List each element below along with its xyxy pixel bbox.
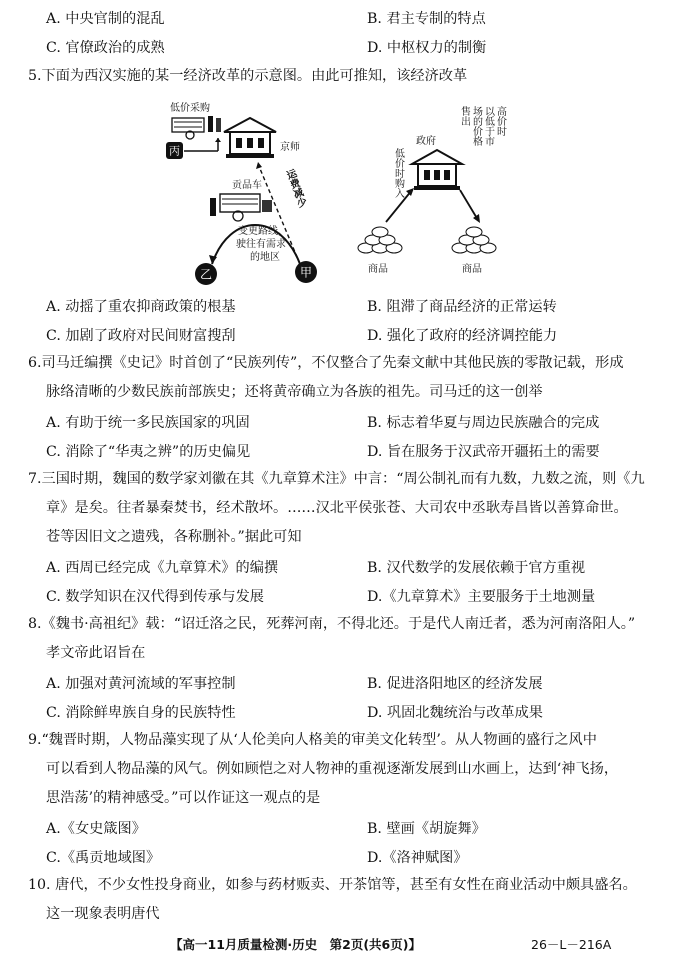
q5-option-b: B. 阻滞了商品经济的正常运转 [367, 299, 557, 315]
q4-option-b: B. 君主专制的特点 [367, 11, 486, 27]
bing-badge [166, 142, 183, 159]
q6-stem [28, 349, 656, 407]
q10-line2: 这一现象表明唐代 [46, 906, 160, 922]
q9-line1: 9.“魏晋时期，人物品藻实现了从‘人伦美向人格美的审美文化转型’。从人物画的盛行之风中 [28, 732, 597, 748]
yi-label: 乙 [199, 267, 213, 282]
q7-option-c: C. 数学知识在汉代得到传承与发展 [46, 589, 264, 605]
q6-option-d: D. 旨在服务于汉武帝开疆拓土的需要 [367, 444, 600, 460]
less-cost-label: 运费减少 [282, 168, 307, 210]
q6-option-a: A. 有助于统一多民族国家的巩固 [46, 415, 250, 431]
q8-option-b: B. 促进洛阳地区的经济发展 [367, 676, 543, 692]
capital-building-icon [224, 118, 276, 158]
q6-line1: 6.司马迁编撰《史记》时首创了“民族列传”，不仅整合了先秦文献中其他民族的零散记载，形成 [28, 355, 624, 371]
sell-high-col2: 以低于市 [482, 106, 494, 146]
q6-option-c: C. 消除了“华夷之辨”的历史偏见 [46, 444, 251, 460]
q7-option-a: A. 西周已经完成《九章算术》的编撰 [46, 560, 279, 576]
bing-label: 丙 [169, 144, 180, 158]
q8-option-d: D. 巩固北魏统治与改革成果 [367, 705, 543, 721]
q9-option-c: C.《禹贡地域图》 [46, 850, 161, 866]
q10-line1: 10. 唐代，不少女性投身商业，如参与药材贩卖、开茶馆等，甚至有女性在商业活动中颇具盛名。 [28, 877, 637, 893]
capital-label: 京师 [280, 142, 300, 153]
sell-high-col4: 售出 [458, 106, 470, 126]
q7-line1: 7.三国时期，魏国的数学家刘徽在其《九章算术注》中言：“周公制礼而有九数，九数之流，则《九 [28, 471, 645, 487]
cart-illustration-top [172, 116, 221, 139]
q7-line2: 章》是矣。往者暴秦焚书，经术散坏。……汉北平侯张苍、大司农中丞耿寿昌皆以善算命世。 [46, 500, 628, 516]
q5-option-a: A. 动摇了重农抑商政策的根基 [46, 299, 236, 315]
q8-line2: 孝文帝此诏旨在 [46, 645, 146, 661]
buy-low-vertical: 低价时购入 [392, 148, 404, 198]
q7-option-d: D.《九章算术》主要服务于土地测量 [367, 589, 596, 605]
q8-line1: 8.《魏书·高祖纪》载：“诏迁洛之民，死葬河南，不得北还。于是代人南迁者，悉为河南洛阳人。” [28, 616, 636, 632]
sell-high-col1: 高价时 [494, 106, 506, 136]
q9-stem [28, 726, 656, 813]
goods-pile-left [358, 227, 402, 253]
jia-label: 甲 [299, 265, 313, 280]
sell-region-label: 的地区 [250, 252, 280, 263]
q10-stem [28, 871, 656, 929]
q7-stem [28, 465, 656, 552]
footer-title: 【高一11月质量检测·历史 第2页(共6页)】 [170, 937, 421, 952]
q7-option-b: B. 汉代数学的发展依赖于官方重视 [367, 560, 586, 576]
q8-option-a: A. 加强对黄河流域的军事控制 [46, 676, 236, 692]
q9-option-b: B. 壁画《胡旋舞》 [367, 821, 486, 837]
q9-option-d: D.《洛神赋图》 [367, 850, 468, 866]
q4-option-c: C. 官僚政治的成熟 [46, 40, 165, 56]
gov-label: 政府 [416, 136, 436, 147]
q8-option-c: C. 消除鲜卑族自身的民族特性 [46, 705, 236, 721]
yi-badge [195, 263, 217, 285]
goods-pile-right [452, 227, 496, 253]
q5-option-d: D. 强化了政府的经济调控能力 [367, 328, 558, 344]
goods-right-label: 商品 [462, 264, 482, 275]
q4-option-a: A. 中央官制的混乱 [46, 11, 165, 27]
q8-stem [28, 610, 656, 668]
q7-line3: 苍等因旧文之遗残，各称删补。”据此可知 [46, 529, 302, 545]
sell-high-col3: 场的价格 [470, 106, 482, 146]
tribute-cart-label: 贡品车 [232, 180, 262, 191]
q9-option-a: A.《女史箴图》 [46, 821, 146, 837]
jia-badge [295, 261, 317, 283]
q4-option-d: D. 中枢权力的制衡 [367, 40, 487, 56]
arrow-sell-out [460, 190, 478, 220]
page-footer [0, 935, 677, 957]
q9-line2: 可以看到人物品藻的风气。例如顾恺之对人物神的重视逐渐发展到山水画上，达到‘神飞扬， [46, 761, 619, 777]
government-building-icon [412, 150, 462, 190]
change-route-label: 变更路线， [238, 226, 288, 237]
tribute-cart-illustration [210, 194, 272, 221]
goods-left-label: 商品 [368, 264, 388, 275]
q6-option-b: B. 标志着华夏与周边民族融合的完成 [367, 415, 600, 431]
q5-option-c: C. 加剧了政府对民间财富搜刮 [46, 328, 236, 344]
q9-line3: 思浩荡’的精神感受。”可以作证这一观点的是 [46, 790, 321, 806]
fig-buy-low-label: 低价采购 [170, 103, 210, 114]
q5-reform-diagram [160, 102, 510, 288]
q5-diagram-svg [160, 102, 510, 288]
q5-stem [28, 62, 656, 91]
footer-code: 26－L－216A [531, 937, 612, 952]
q5-stem-text: 5.下面为西汉实施的某一经济改革的示意图。由此可推知，该经济改革 [28, 68, 468, 84]
q6-line2: 脉络清晰的少数民族前部族史；还将黄帝确立为各族的祖先。司马迁的这一创举 [46, 384, 543, 400]
sell-demand-label: 驶往有需求 [236, 239, 286, 250]
